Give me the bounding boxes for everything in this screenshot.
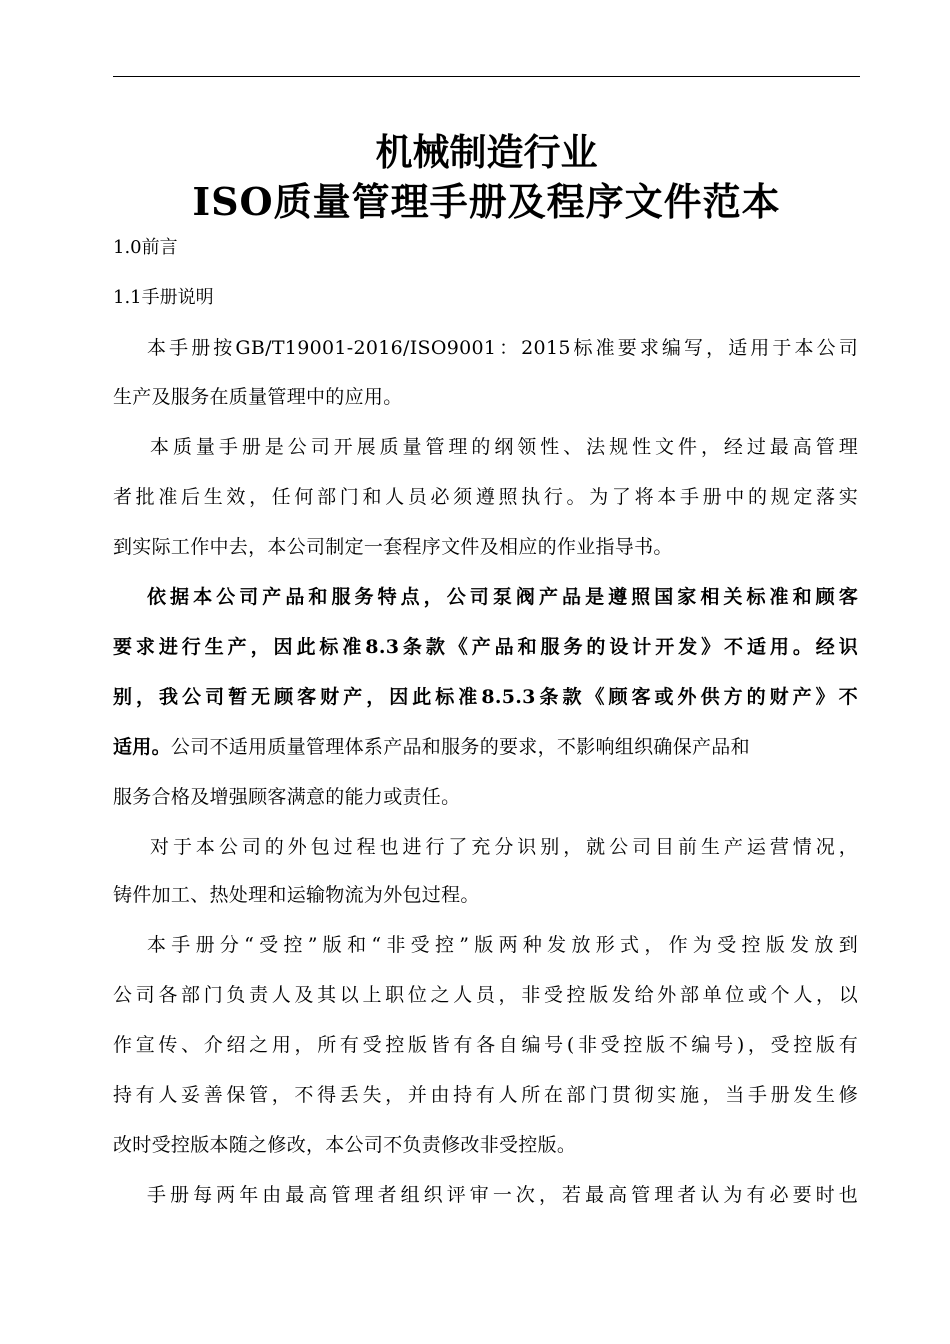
paragraph-line-bold: 别，我公司暂无顾客财产，因此标准8.5.3条款《顾客或外供方的财产》不 (113, 686, 858, 708)
paragraph-line: 手册每两年由最高管理者组织评审一次，若最高管理者认为有必要时也 (147, 1184, 858, 1206)
document-title-line2: ISO质量管理手册及程序文件范本 (192, 179, 781, 224)
paragraph-line: 作宣传、介绍之用，所有受控版皆有各自编号(非受控版不编号)，受控版有 (113, 1034, 858, 1056)
paragraph-line-bold: 要求进行生产，因此标准8.3条款《产品和服务的设计开发》不适用。经识 (113, 636, 858, 658)
paragraph-line: 铸件加工、热处理和运输物流为外包过程。 (113, 884, 480, 906)
paragraph-line-bold: 依据本公司产品和服务特点，公司泵阀产品是遵照国家相关标准和顾客 (147, 586, 858, 608)
paragraph-line: 改时受控版本随之修改，本公司不负责修改非受控版。 (113, 1134, 577, 1156)
paragraph-line: 本手册按GB/T19001-2016/ISO9001：2015标准要求编写，适用于本公司 (147, 337, 858, 359)
section-heading-preface: 1.0前言 (113, 237, 178, 258)
document-title-line1: 机械制造行业 (375, 130, 598, 174)
paragraph-line: 本手册分“受控”版和“非受控”版两种发放形式，作为受控版发放到 (147, 934, 858, 956)
normal-text: 公司不适用质量管理体系产品和服务的要求，不影响组织确保产品和 (170, 736, 750, 758)
header-rule (113, 76, 860, 77)
paragraph-line: 本质量手册是公司开展质量管理的纲领性、法规性文件，经过最高管理 (150, 436, 858, 458)
paragraph-line: 服务合格及增强顾客满意的能力或责任。 (113, 786, 461, 808)
paragraph-line: 者批准后生效，任何部门和人员必须遵照执行。为了将本手册中的规定落实 (113, 486, 858, 508)
paragraph-line: 对于本公司的外包过程也进行了充分识别，就公司目前生产运营情况， (150, 836, 858, 858)
paragraph-line: 公司各部门负责人及其以上职位之人员，非受控版发给外部单位或个人，以 (113, 984, 858, 1006)
paragraph-line: 到实际工作中去，本公司制定一套程序文件及相应的作业指导书。 (113, 536, 673, 558)
paragraph-line: 持有人妥善保管，不得丢失，并由持有人所在部门贯彻实施，当手册发生修 (113, 1084, 858, 1106)
paragraph-line: 生产及服务在质量管理中的应用。 (113, 386, 403, 408)
paragraph-line-mixed (113, 734, 858, 760)
bold-text: 适用。 (113, 736, 171, 758)
section-heading-manual: 1.1手册说明 (113, 287, 214, 308)
